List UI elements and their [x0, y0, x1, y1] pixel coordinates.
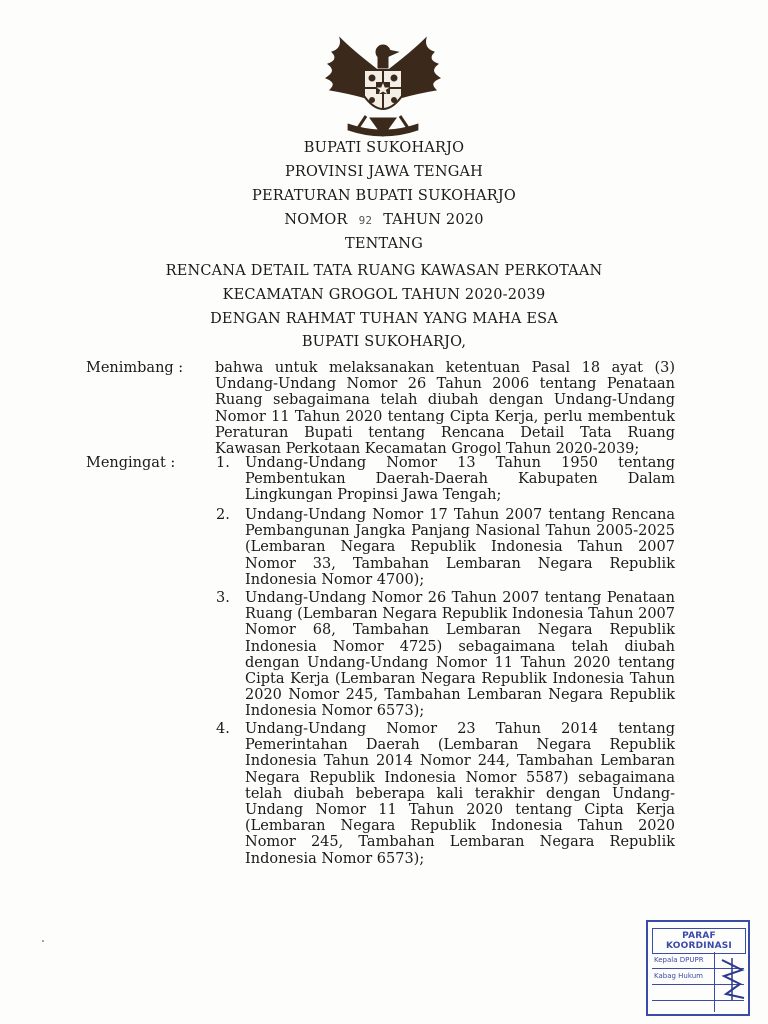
header-line-title-2: KECAMATAN GROGOL TAHUN 2020-2039: [222, 287, 546, 303]
mengingat-item-number: 4.: [216, 721, 230, 737]
header-line-title: RENCANA DETAIL TATA RUANG KAWASAN PERKOTAAN: [165, 263, 603, 279]
mengingat-label: Mengingat :: [86, 455, 176, 471]
header-line-rahmat: DENGAN RAHMAT TUHAN YANG MAHA ESA: [210, 311, 558, 327]
mengingat-item-number: 2.: [216, 507, 230, 523]
nomor-suffix: TAHUN 2020: [383, 212, 484, 228]
garuda-emblem-icon: [318, 32, 448, 140]
nomor-value: 92: [358, 214, 373, 227]
signature-icon: [718, 954, 748, 1004]
mengingat-item-number: 1.: [216, 455, 230, 471]
header-line-tentang: TENTANG: [345, 236, 423, 252]
stamp-title: PARAF KOORDINASI: [652, 928, 746, 954]
header-line-peraturan: PERATURAN BUPATI SUKOHARJO: [252, 188, 516, 204]
header-line-bupati-2: BUPATI SUKOHARJO,: [301, 334, 467, 350]
header-line-nomor: [0, 212, 768, 228]
paraf-koordinasi-stamp: [646, 920, 750, 1016]
stamp-row-kabag: Kabag Hukum: [654, 972, 703, 980]
mengingat-item-text: Undang-Undang Nomor 13 Tahun 1950 tentang Pembentukan Daerah-Daerah Kabupaten Dalam Lingkungan Propinsi Jawa Tengah;: [245, 455, 675, 504]
menimbang-text: bahwa untuk melaksanakan ketentuan Pasal 18 ayat (3) Undang-Undang Nomor 26 Tahun 2006 tentang Penataan Ruang sebagaimana telah diubah dengan Undang-Undang Nomor 11 Tahun 2020 tentang Cipta Kerja, perlu membentuk Peraturan Bupati tentang Rencana Detail Tata Ruang Kawasan Perkotaan Kecamatan Grogol Tahun 2020-2039;: [215, 360, 675, 458]
stamp-row-kepala: Kepala DPUPR: [654, 956, 704, 964]
nomor-prefix: NOMOR: [284, 212, 348, 228]
menimbang-label: Menimbang :: [86, 360, 184, 376]
header-line-provinsi: PROVINSI JAWA TENGAH: [284, 164, 484, 180]
mengingat-item-text: Undang-Undang Nomor 23 Tahun 2014 tentang Pemerintahan Daerah (Lembaran Negara Republik Indonesia Tahun 2014 Nomor 244, Tambahan Lembaran Negara Republik Indonesia Nomor 5587) sebagaimana telah diubah beberapa kali terakhir dengan Undang-Undang Nomor 11 Tahun 2020 tentang Cipta Kerja (Lembaran Negara Republik Indonesia Tahun 2020 Nomor 245, Tambahan Lembaran Negara Republik Indonesia Nomor 6573);: [245, 721, 675, 867]
stamp-divider: [714, 952, 715, 1012]
mengingat-item-text: Undang-Undang Nomor 26 Tahun 2007 tentang Penataan Ruang (Lembaran Negara Republik Indonesia Tahun 2007 Nomor 68, Tambahan Lembaran Negara Republik Indonesia Nomor 4725) sebagaimana telah diubah dengan Undang-Undang Nomor 11 Tahun 2020 tentang Cipta Kerja (Lembaran Negara Republik Indonesia Tahun 2020 Nomor 245, Tambahan Lembaran Negara Republik Indonesia Nomor 6573);: [245, 590, 675, 720]
scan-speck: [42, 940, 44, 942]
mengingat-item-number: 3.: [216, 590, 230, 606]
mengingat-item-text: Undang-Undang Nomor 17 Tahun 2007 tentang Rencana Pembangunan Jangka Panjang Nasional Tahun 2005-2025 (Lembaran Negara Republik Indonesia Tahun 2007 Nomor 33, Tambahan Lembaran Negara Republik Indonesia Nomor 4700);: [245, 507, 675, 588]
header-line-bupati: BUPATI SUKOHARJO: [303, 140, 465, 156]
